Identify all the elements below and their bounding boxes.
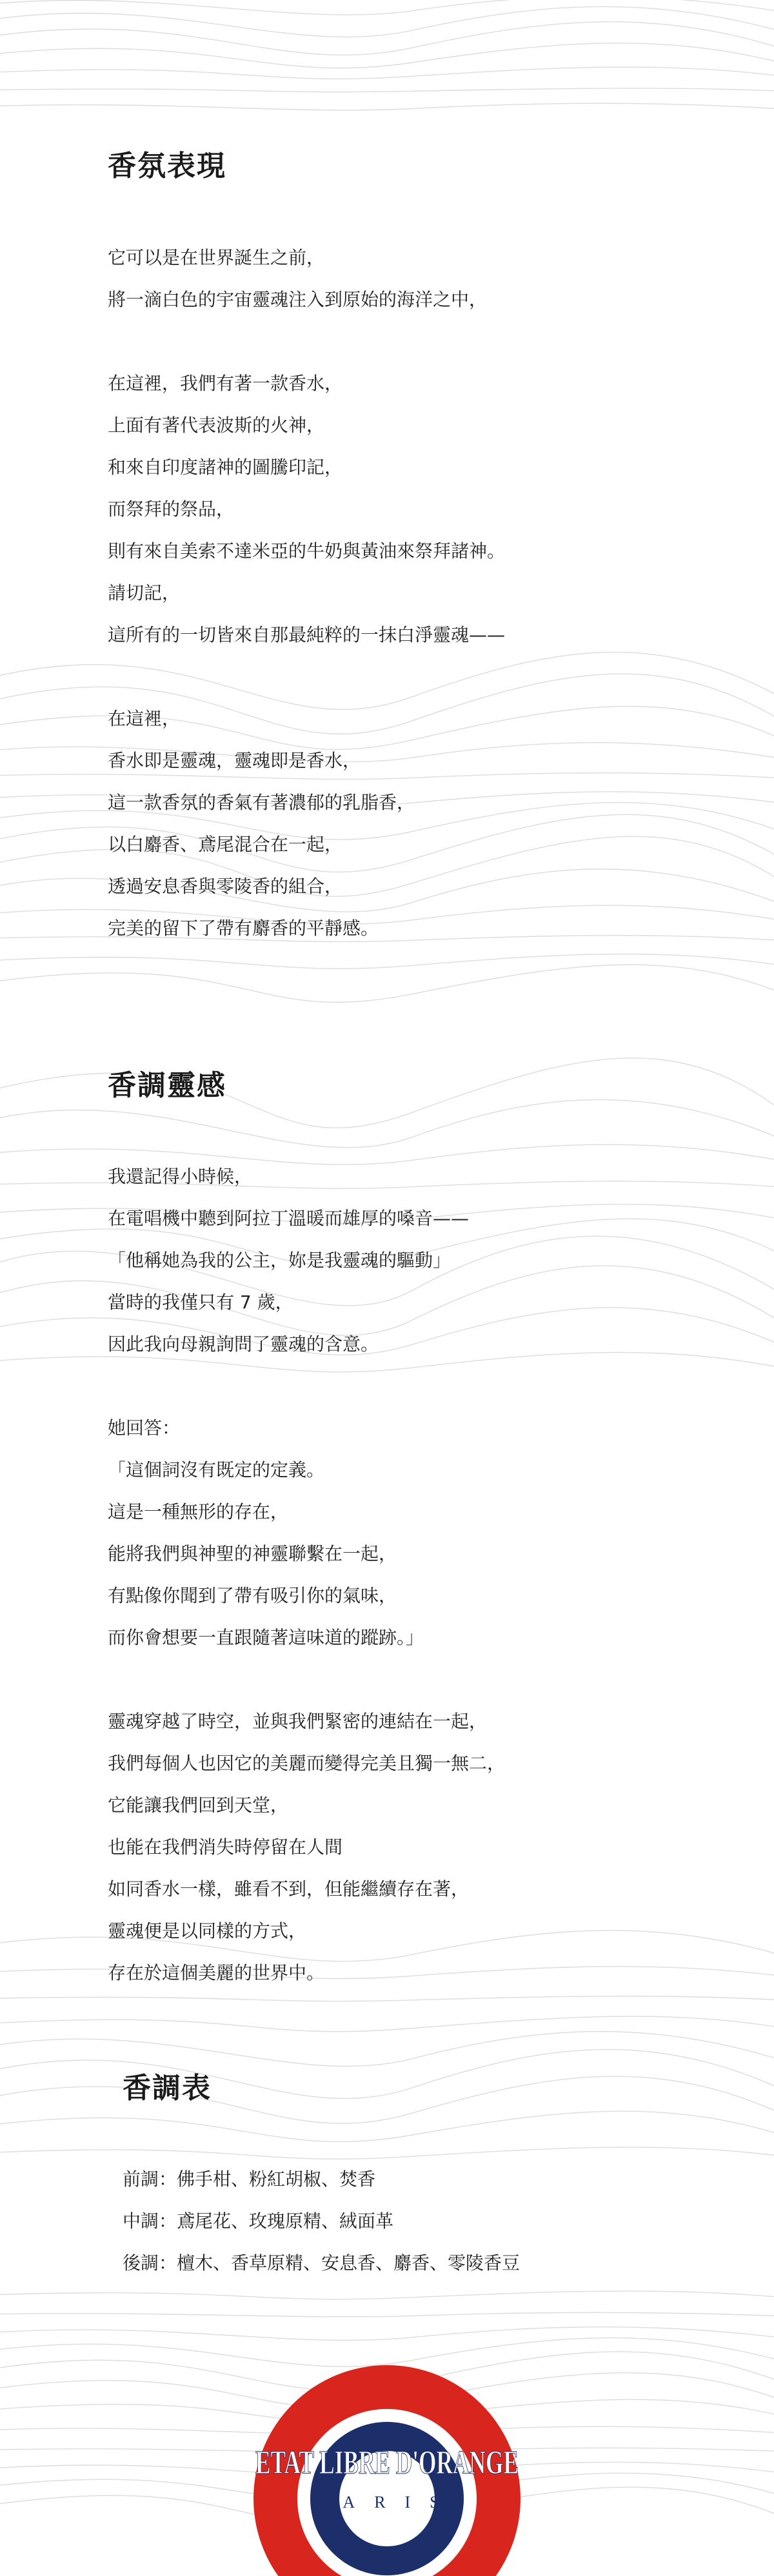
brand-logo	[247, 2359, 527, 2573]
text-line: 靈魂穿越了時空，並與我們緊密的連結在一起，	[108, 1711, 488, 1732]
middle-notes: 中調：鳶尾花、玫瑰原精、絨面革	[123, 2210, 394, 2232]
scent-paragraph-3	[108, 698, 415, 949]
base-notes: 後調：檀木、香草原精、安息香、麝香、零陵香豆	[123, 2252, 521, 2274]
logo-brand-text: ETAT LIBRE D'ORANGE	[255, 2444, 519, 2481]
text-line: 而祭拜的祭品，	[108, 498, 235, 520]
text-line: 也能在我們消失時停留在人間	[108, 1836, 343, 1858]
text-line: 靈魂便是以同樣的方式，	[108, 1920, 307, 1942]
scent-paragraph-2	[108, 362, 505, 656]
text-line: 這是一種無形的存在，	[108, 1501, 289, 1522]
inspiration-paragraph-2	[108, 1407, 424, 1658]
text-line: 有點像你聞到了帶有吸引你的氣味，	[108, 1585, 397, 1606]
scent-paragraph-1	[108, 237, 487, 320]
inspiration-title: 香調靈感	[108, 1069, 226, 1102]
text-line: 香水即是靈魂，靈魂即是香水，	[108, 750, 361, 771]
text-line: 而你會想要一直跟隨著這味道的蹤跡。」	[108, 1627, 424, 1648]
text-line: 上面有著代表波斯的火神，	[108, 415, 325, 436]
top-notes: 前調：佛手柑、粉紅胡椒、焚香	[123, 2168, 376, 2190]
inspiration-paragraph-1	[108, 1155, 469, 1365]
text-line: 這所有的一切皆來自那最純粹的一抹白淨靈魂——	[108, 624, 506, 645]
text-line: 和來自印度諸神的圖騰印記，	[108, 457, 343, 478]
text-line: 我還記得小時候，	[108, 1166, 253, 1187]
text-line: 因此我向母親詢問了靈魂的含意。	[108, 1333, 379, 1355]
text-line: 在這裡，	[108, 708, 181, 729]
text-line: 能將我們與神聖的神靈聯繫在一起，	[108, 1543, 397, 1564]
text-line: 它能讓我們回到天堂，	[108, 1794, 289, 1816]
text-line: 如同香水一樣，雖看不到，但能繼續存在著，	[108, 1878, 470, 1900]
text-line: 它可以是在世界誕生之前，	[108, 247, 325, 268]
inspiration-paragraph-3	[108, 1700, 505, 1994]
text-line: 這一款香氛的香氣有著濃郁的乳脂香，	[108, 792, 415, 813]
text-line: 完美的留下了帶有麝香的平靜感。	[108, 918, 379, 939]
notes-list	[123, 2158, 520, 2284]
text-line: 將一滴白色的宇宙靈魂注入到原始的海洋之中，	[108, 289, 488, 310]
text-line: 請切記，	[108, 582, 181, 604]
text-line: 我們每個人也因它的美麗而變得完美且獨一無二，	[108, 1753, 506, 1774]
scent-title: 香氛表現	[108, 150, 226, 182]
text-line: 「這個詞沒有既定的定義。	[108, 1459, 325, 1480]
text-line: 當時的我僅只有 7 歲，	[108, 1292, 293, 1313]
text-line: 她回答：	[108, 1417, 181, 1439]
logo-city-text: PARIS	[315, 2493, 459, 2512]
text-line: 在這裡，我們有著一款香水，	[108, 373, 343, 394]
text-line: 透過安息香與零陵香的組合，	[108, 876, 343, 897]
text-line: 則有來自美索不達米亞的牛奶與黃油來祭拜諸神。	[108, 540, 506, 562]
text-line: 「他稱她為我的公主，妳是我靈魂的驅動」	[108, 1250, 452, 1271]
text-line: 存在於這個美麗的世界中。	[108, 1962, 325, 1983]
notes-title: 香調表	[123, 2072, 212, 2105]
text-line: 以白麝香、鳶尾混合在一起，	[108, 834, 343, 855]
text-line: 在電唱機中聽到阿拉丁溫暖而雄厚的嗓音——	[108, 1208, 470, 1229]
